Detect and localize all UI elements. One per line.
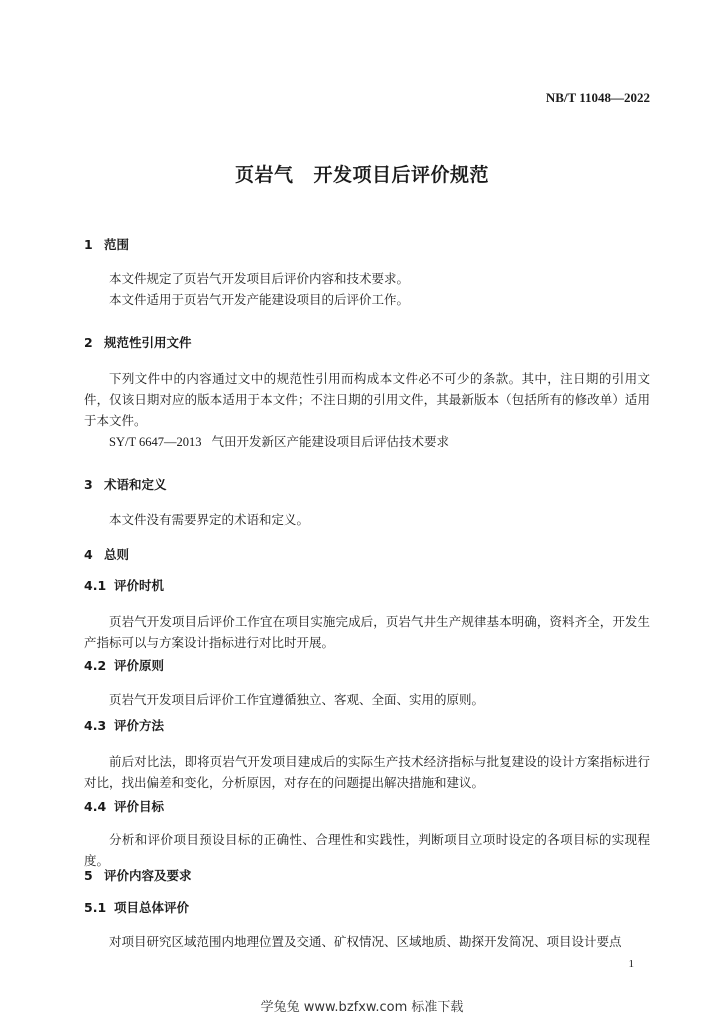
section-1-heading: 1 范围	[84, 237, 130, 252]
section-5-heading: 5 评价内容及要求	[84, 868, 192, 883]
section-3-paragraph-1: 本文件没有需要界定的术语和定义。	[109, 512, 310, 527]
section-2-paragraph-1: 下列文件中的内容通过文中的规范性引用而构成本文件必不可少的条款。其中，注日期的引用文件，仅该日期对应的版本适用于本文件；不注日期的引用文件，其最新版本（包括所有的修改单）适用于本文件。	[84, 371, 650, 428]
section-4-4-heading: 4.4 评价目标	[84, 799, 165, 814]
page-number: 1	[628, 958, 634, 970]
title-part-2: 开发项目后评价规范	[313, 164, 490, 186]
section-4-heading: 4 总则	[84, 547, 130, 562]
section-5-1-heading: 5.1 项目总体评价	[84, 900, 190, 915]
reference-title: 气田开发新区产能建设项目后评估技术要求	[211, 434, 450, 449]
standard-code: NB/T 11048—2022	[545, 90, 650, 105]
section-4-2-heading: 4.2 评价原则	[84, 658, 165, 673]
section-3-heading: 3 术语和定义	[84, 477, 167, 492]
reference-code: SY/T 6647—2013	[109, 435, 202, 449]
normative-reference	[84, 431, 650, 453]
section-4-3-paragraph: 前后对比法，即将页岩气开发项目建成后的实际生产技术经济指标与批复建设的设计方案指标进行对比，找出偏差和变化，分析原因，对存在的问题提出解决措施和建议。	[84, 754, 650, 790]
section-1-paragraph-1: 本文件规定了页岩气开发项目后评价内容和技术要求。	[109, 271, 410, 286]
section-5-1-paragraph: 对项目研究区域范围内地理位置及交通、矿权情况、区域地质、勘探开发简况、项目设计要点	[109, 934, 622, 949]
document-title	[0, 160, 724, 187]
section-4-2-paragraph: 页岩气开发项目后评价工作宜遵循独立、客观、全面、实用的原则。	[109, 692, 485, 707]
section-4-4-paragraph: 分析和评价项目预设目标的正确性、合理性和实践性，判断项目立项时设定的各项目标的实现程度。	[84, 832, 650, 868]
title-part-1: 页岩气	[234, 164, 294, 186]
watermark-text: 学兔兔 www.bzfxw.com 标准下载	[260, 1000, 464, 1015]
section-2-heading: 2 规范性引用文件	[84, 335, 192, 350]
section-4-1-paragraph: 页岩气开发项目后评价工作宜在项目实施完成后，页岩气井生产规律基本明确，资料齐全，开发生产指标可以与方案设计指标进行对比时开展。	[84, 614, 650, 650]
section-4-1-heading: 4.1 评价时机	[84, 578, 165, 593]
section-1-paragraph-2: 本文件适用于页岩气开发产能建设项目的后评价工作。	[109, 292, 410, 307]
section-4-3-heading: 4.3 评价方法	[84, 718, 165, 733]
